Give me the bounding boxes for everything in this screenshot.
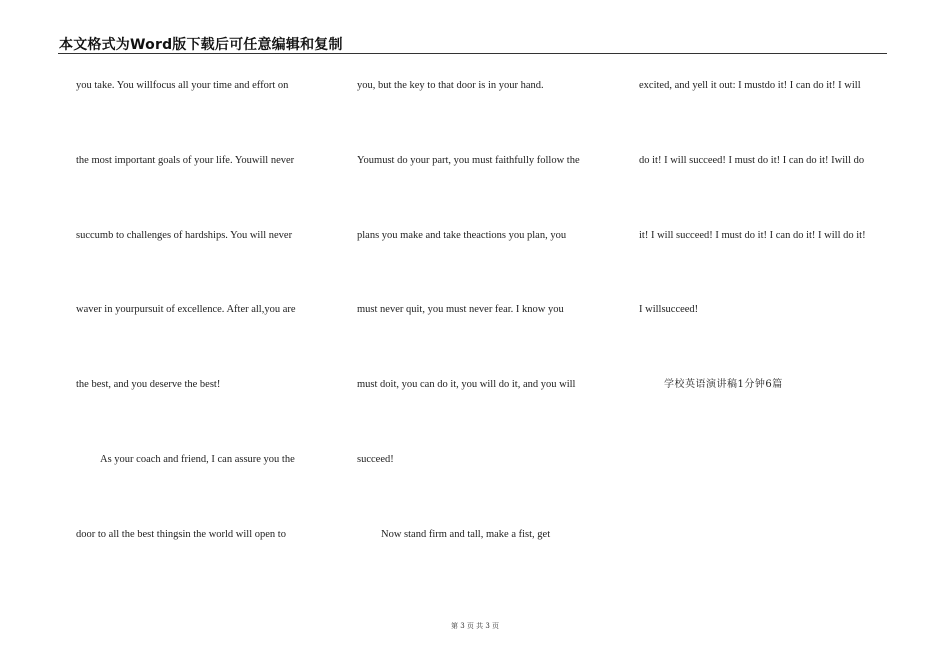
text-line: it! I will succeed! I must do it! I can do it! I will do it! [639, 230, 866, 241]
text-line: door to all the best thingsin the world will open to [76, 529, 286, 540]
text-line: the most important goals of your life. Youwill never [76, 155, 295, 166]
text-line: succumb to challenges of hardships. You will never [76, 230, 293, 241]
text-line: you, but the key to that door is in your hand. [357, 80, 544, 91]
text-line: do it! I will succeed! I must do it! I can do it! Iwill do [639, 155, 865, 166]
text-column-2 [357, 0, 617, 600]
paragraph-start-line: Now stand firm and tall, make a fist, get [381, 529, 551, 540]
text-line: must never quit, you must never fear. I know you [357, 304, 564, 315]
text-line: succeed! [357, 454, 394, 465]
header-title: 本文格式为Word版下载后可任意编辑和复制 [59, 37, 343, 53]
section-title: 学校英语演讲稿1分钟6篇 [664, 379, 783, 390]
text-line: the best, and you deserve the best! [76, 379, 221, 390]
text-line: plans you make and take theactions you plan, you [357, 230, 567, 241]
text-column-3 [639, 0, 889, 600]
paragraph-start-line: As your coach and friend, I can assure you the [100, 454, 295, 465]
text-column-1 [76, 0, 336, 600]
text-line: excited, and yell it out: I mustdo it! I can do it! I will [639, 80, 861, 91]
page-number-footer: 第 3 页 共 3 页 [450, 622, 500, 630]
text-line: I willsucceed! [639, 304, 699, 315]
text-line: Youmust do your part, you must faithfully follow the [357, 155, 580, 166]
text-line: you take. You willfocus all your time and effort on [76, 80, 289, 91]
text-line: must doit, you can do it, you will do it, and you will [357, 379, 576, 390]
text-line: waver in yourpursuit of excellence. After all,you are [76, 304, 296, 315]
